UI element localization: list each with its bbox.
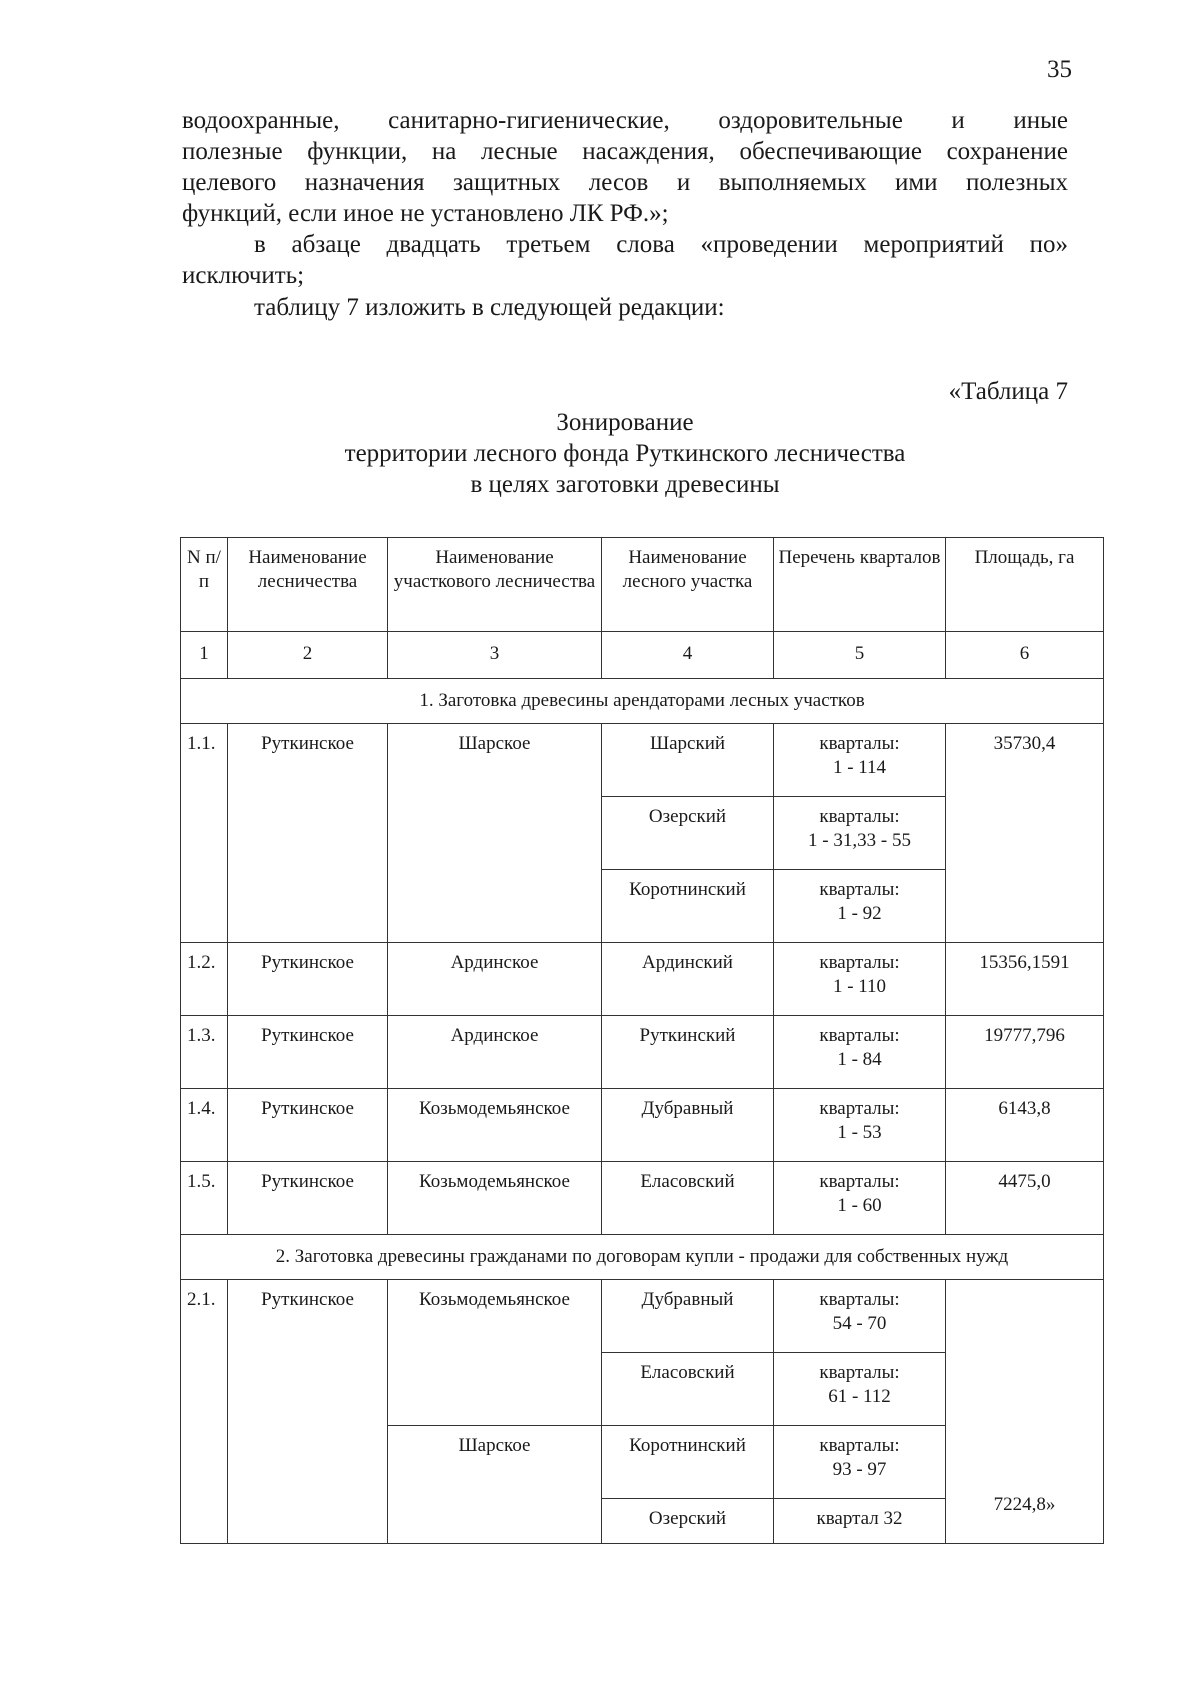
- uchastok-cell: Ардинский: [602, 943, 774, 1016]
- section-row: [181, 679, 1104, 724]
- paragraph-2: [182, 229, 1068, 291]
- zoning-table: [180, 537, 1104, 1544]
- paragraph-line: полезные функции, на лесные насаждения, обеспечивающие сохранение: [182, 138, 1068, 165]
- table-reference: «Таблица 7: [948, 378, 1068, 405]
- uchastkovoe-cell: Козьмодемьянское: [388, 1089, 602, 1162]
- table-row: [181, 1280, 1104, 1353]
- kvartaly-cell: [774, 1089, 946, 1162]
- paragraph-line: таблицу 7 изложить в следующей редакции:: [254, 294, 725, 321]
- kvartaly-cell: [774, 1426, 946, 1499]
- header-area: Площадь, га: [946, 538, 1104, 632]
- kvartaly-label: кварталы:: [819, 1289, 900, 1310]
- paragraph-line: исключить;: [182, 262, 305, 289]
- paragraph-line: водоохранные, санитарно-гигиенические, оздоровительные и иные: [182, 107, 1068, 134]
- uchastok-cell: Дубравный: [602, 1280, 774, 1353]
- table-title-line: Зонирование: [556, 409, 694, 436]
- kvartaly-label: кварталы:: [819, 1025, 900, 1046]
- column-number: 3: [388, 632, 602, 679]
- kvartaly-label: кварталы:: [819, 1435, 900, 1456]
- uchastok-cell: Коротнинский: [602, 870, 774, 943]
- table-row: [181, 943, 1104, 1016]
- area-cell: 7224,8»: [946, 1280, 1104, 1544]
- paragraph-line: функций, если иное не установлено ЛК РФ.»;: [182, 200, 669, 227]
- kvartaly-range: 1 - 114: [832, 757, 887, 778]
- uchastok-cell: Дубравный: [602, 1089, 774, 1162]
- header-uchastok: Наименование лесного участка: [602, 538, 774, 632]
- uchastok-cell: Еласовский: [602, 1353, 774, 1426]
- uchastok-cell: Руткинский: [602, 1016, 774, 1089]
- lesnichestvo-cell: Руткинское: [228, 1162, 388, 1235]
- lesnichestvo-cell: Руткинское: [228, 1280, 388, 1544]
- kvartaly-label: кварталы:: [819, 952, 900, 973]
- area-cell: 4475,0: [946, 1162, 1104, 1235]
- lesnichestvo-cell: Руткинское: [228, 943, 388, 1016]
- kvartaly-cell: [774, 1016, 946, 1089]
- kvartaly-cell: [774, 1162, 946, 1235]
- kvartaly-range: 54 - 70: [832, 1313, 887, 1334]
- row-number: 1.4.: [181, 1089, 228, 1162]
- uchastkovoe-cell: Ардинское: [388, 1016, 602, 1089]
- uchastok-cell: Озерский: [602, 797, 774, 870]
- row-number: 2.1.: [181, 1280, 228, 1544]
- table-row: [181, 1016, 1104, 1089]
- header-uchastkovoe: Наименование участкового лесничества: [388, 538, 602, 632]
- kvartaly-cell: [774, 1353, 946, 1426]
- uchastkovoe-cell: Ардинское: [388, 943, 602, 1016]
- area-cell: 6143,8: [946, 1089, 1104, 1162]
- column-number: 5: [774, 632, 946, 679]
- kvartaly-label: кварталы:: [819, 1362, 900, 1383]
- kvartaly-label: кварталы:: [819, 733, 900, 754]
- kvartaly-cell: [774, 1280, 946, 1353]
- column-number-row: [181, 632, 1104, 679]
- kvartaly-range: 61 - 112: [828, 1386, 891, 1407]
- kvartaly-cell: [774, 797, 946, 870]
- row-number: 1.2.: [181, 943, 228, 1016]
- kvartaly-cell: квартал 32: [774, 1499, 946, 1544]
- row-number: 1.1.: [181, 724, 228, 943]
- table-row: [181, 724, 1104, 797]
- uchastok-cell: Коротнинский: [602, 1426, 774, 1499]
- column-number: 2: [228, 632, 388, 679]
- column-number: 6: [946, 632, 1104, 679]
- column-number: 4: [602, 632, 774, 679]
- row-number: 1.3.: [181, 1016, 228, 1089]
- uchastok-cell: Еласовский: [602, 1162, 774, 1235]
- kvartaly-range: 1 - 92: [837, 903, 882, 924]
- table-title: [182, 407, 1068, 500]
- uchastok-cell: Шарский: [602, 724, 774, 797]
- kvartaly-label: кварталы:: [819, 1098, 900, 1119]
- area-cell: 35730,4: [946, 724, 1104, 943]
- section-title: 1. Заготовка древесины арендаторами лесных участков: [181, 679, 1104, 724]
- header-lesnichestvo: Наименование лесничества: [228, 538, 388, 632]
- kvartaly-label: кварталы:: [819, 879, 900, 900]
- uchastkovoe-cell: Козьмодемьянское: [388, 1280, 602, 1426]
- row-number: 1.5.: [181, 1162, 228, 1235]
- kvartaly-label: кварталы:: [819, 1171, 900, 1192]
- kvartaly-cell: [774, 943, 946, 1016]
- table-row: [181, 1162, 1104, 1235]
- table-title-line: территории лесного фонда Руткинского лесничества: [344, 440, 906, 467]
- kvartaly-label: кварталы:: [819, 806, 900, 827]
- table-row: [181, 1089, 1104, 1162]
- paragraph-line: в абзаце двадцать третьем слова «проведении мероприятий по»: [254, 231, 1068, 258]
- kvartaly-range: 93 - 97: [832, 1459, 887, 1480]
- header-number: N п/п: [181, 538, 228, 632]
- area-cell: 15356,1591: [946, 943, 1104, 1016]
- section-title: 2. Заготовка древесины гражданами по договорам купли - продажи для собственных нужд: [181, 1235, 1104, 1280]
- uchastok-cell: Озерский: [602, 1499, 774, 1544]
- kvartaly-cell: [774, 870, 946, 943]
- lesnichestvo-cell: Руткинское: [228, 1016, 388, 1089]
- column-number: 1: [181, 632, 228, 679]
- table-title-line: в целях заготовки древесины: [470, 471, 780, 498]
- page-number: 35: [1047, 56, 1072, 83]
- paragraph-3: [182, 292, 1068, 323]
- area-cell: 19777,796: [946, 1016, 1104, 1089]
- uchastkovoe-cell: Шарское: [388, 1426, 602, 1544]
- kvartaly-range: 1 - 53: [837, 1122, 882, 1143]
- header-kvartaly: Перечень кварталов: [774, 538, 946, 632]
- kvartaly-range: 1 - 31,33 - 55: [808, 830, 911, 851]
- kvartaly-cell: [774, 724, 946, 797]
- kvartaly-range: 1 - 84: [837, 1049, 882, 1070]
- paragraph-line: целевого назначения защитных лесов и выполняемых ими полезных: [182, 169, 1068, 196]
- paragraph-1: [182, 105, 1068, 229]
- kvartaly-range: 1 - 110: [832, 976, 887, 997]
- uchastkovoe-cell: Козьмодемьянское: [388, 1162, 602, 1235]
- table-header-row: [181, 538, 1104, 632]
- section-row: [181, 1235, 1104, 1280]
- lesnichestvo-cell: Руткинское: [228, 1089, 388, 1162]
- kvartaly-range: 1 - 60: [837, 1195, 882, 1216]
- uchastkovoe-cell: Шарское: [388, 724, 602, 943]
- lesnichestvo-cell: Руткинское: [228, 724, 388, 943]
